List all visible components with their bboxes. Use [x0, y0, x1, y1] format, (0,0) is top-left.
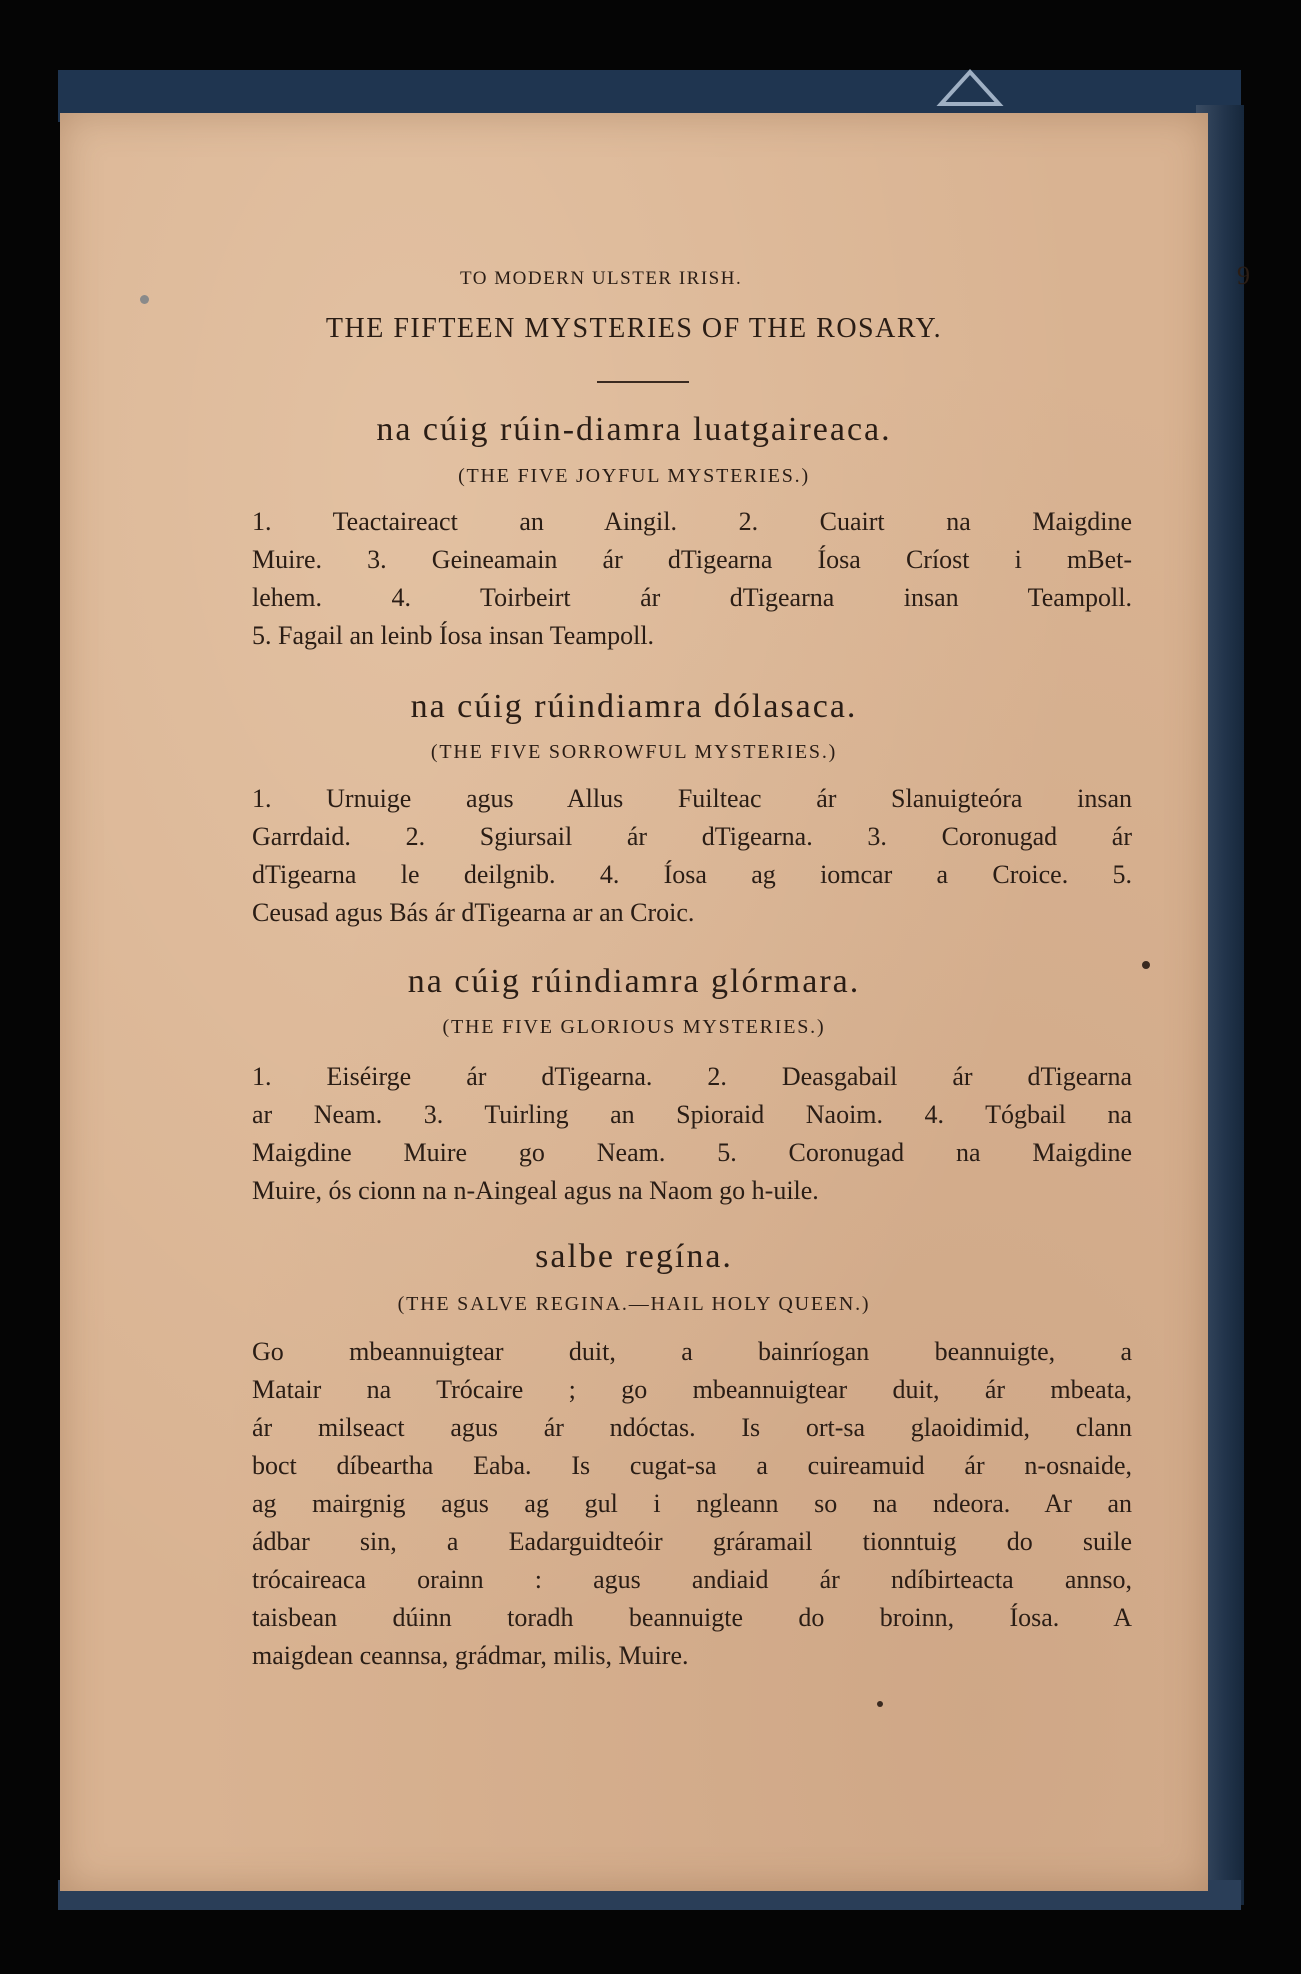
text-line: 1. Eiséirge ár dTigearna. 2. Deasgabail ár dTigearna: [252, 1062, 1132, 1091]
text-line: Muire, ós cionn na n-Aingeal agus na Naom go h-uile.: [252, 1176, 819, 1205]
text-line: dTigearna le deilgnib. 4. Íosa ag iomcar a Croice. 5.: [252, 860, 1132, 889]
section-text-sorrowful: [252, 780, 1132, 932]
text-line: 1. Teactaireact an Aingil. 2. Cuairt na Maigdine: [252, 507, 1132, 536]
section-text-salve: [252, 1333, 1132, 1675]
corner-triangle-mark: [935, 68, 1005, 108]
section-heading-joyful: na cúig rúin-diamra luatgaireaca.: [376, 411, 892, 448]
text-line: Ceusad agus Bás ár dTigearna ar an Croic.: [252, 898, 695, 927]
section-text-joyful: [252, 503, 1132, 655]
text-line: boct díbeartha Eaba. Is cugat-sa a cuireamuid ár n-osnaide,: [252, 1451, 1132, 1480]
running-head: [460, 261, 1250, 291]
text-line: Maigdine Muire go Neam. 5. Coronugad na Maigdine: [252, 1138, 1132, 1167]
running-head-title: TO MODERN ULSTER IRISH.: [460, 268, 743, 289]
scan-dust-speck: [140, 295, 149, 304]
text-line: ar Neam. 3. Tuirling an Spioraid Naoim. 4. Tógbail na: [252, 1100, 1132, 1129]
text-line: Matair na Trócaire ; go mbeannuigtear duit, ár mbeata,: [252, 1375, 1132, 1404]
text-line: taisbean dúinn toradh beannuigte do broinn, Íosa. A: [252, 1603, 1132, 1632]
ink-speck: [877, 1701, 883, 1707]
section-heading-glorious: na cúig rúindiamra glórmara.: [407, 963, 861, 1000]
section-subheading-glorious: (THE FIVE GLORIOUS MYSTERIES.): [442, 1016, 826, 1038]
book-page: [60, 113, 1250, 1891]
page-title: THE FIFTEEN MYSTERIES OF THE ROSARY.: [325, 313, 943, 344]
ink-speck: [1142, 961, 1150, 969]
section-text-glorious: [252, 1058, 1132, 1210]
text-line: Go mbeannuigtear duit, a bainríogan beannuigte, a: [252, 1337, 1132, 1366]
text-line: Garrdaid. 2. Sgiursail ár dTigearna. 3. Coronugad ár: [252, 822, 1132, 851]
text-line: ag mairgnig agus ag gul i ngleann so na ndeora. Ar an: [252, 1489, 1132, 1518]
title-rule: [597, 381, 689, 383]
text-line: ár milseact agus ár ndóctas. Is ort-sa glaoidimid, clann: [252, 1413, 1132, 1442]
section-heading-sorrowful: na cúig rúindiamra dólasaca.: [410, 688, 858, 725]
text-line: maigdean ceannsa, grádmar, milis, Muire.: [252, 1641, 689, 1670]
page-number: 9: [1237, 261, 1250, 290]
section-subheading-salve: (THE SALVE REGINA.—HAIL HOLY QUEEN.): [397, 1293, 871, 1315]
text-line: lehem. 4. Toirbeirt ár dTigearna insan Teampoll.: [252, 583, 1132, 612]
text-line: 5. Fagail an leinb Íosa insan Teampoll.: [252, 621, 655, 650]
section-subheading-sorrowful: (THE FIVE SORROWFUL MYSTERIES.): [430, 741, 838, 763]
section-heading-salve: salbe regína.: [535, 1238, 733, 1275]
section-subheading-joyful: (THE FIVE JOYFUL MYSTERIES.): [458, 465, 810, 487]
text-line: 1. Urnuige agus Allus Fuilteac ár Slanuigteóra insan: [252, 784, 1132, 813]
text-line: trócaireaca orainn : agus andiaid ár ndíbirteacta annso,: [252, 1565, 1132, 1594]
text-line: ádbar sin, a Eadarguidteóir gráramail tionntuig do suile: [252, 1527, 1132, 1556]
text-line: Muire. 3. Geineamain ár dTigearna Íosa Críost i mBet-: [252, 545, 1132, 574]
